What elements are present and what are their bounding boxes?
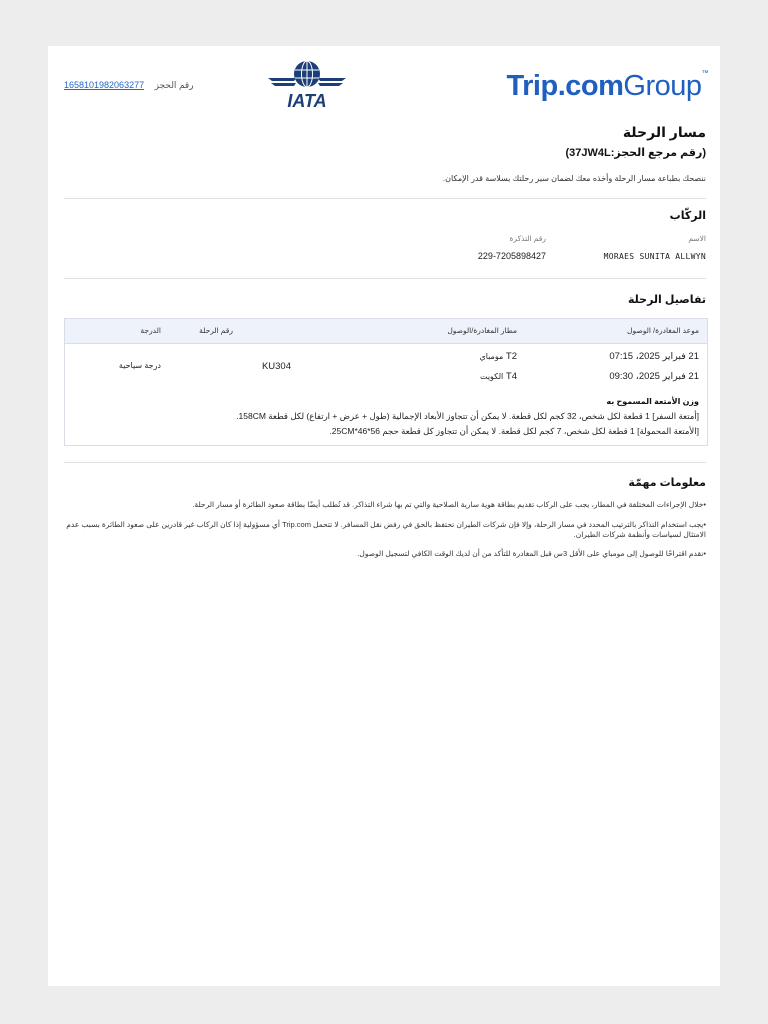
flight-details-title: تفاصيل الرحلة bbox=[627, 294, 706, 306]
booking-number-label: رقم الحجز bbox=[154, 80, 194, 90]
page-title: مسار الرحلة bbox=[622, 124, 706, 140]
info-item: •نقدم اقتراحًا للوصول إلى مومباي على الأقل 3س قبل المغادرة للتأكد من أن لديك الوقت الكافي لتسجيل الوصول. bbox=[357, 549, 706, 558]
flight-number: KU304 bbox=[261, 361, 291, 372]
departure-terminal: T2 bbox=[505, 351, 517, 362]
iata-text: IATA bbox=[287, 91, 327, 110]
iata-globe-icon bbox=[266, 58, 348, 110]
ticket-number-label: رقم التذكرة bbox=[509, 234, 546, 243]
departure-airport bbox=[479, 351, 517, 362]
baggage-title: وزن الأمتعة المسموح به bbox=[606, 397, 699, 406]
passenger-name: MORAES SUNITA ALLWYN bbox=[603, 252, 706, 261]
checked-baggage: [أمتعة السفر] 1 قطعة لكل شخص، 32 كجم لكل قطعة. لا يمكن أن تتجاوز الأبعاد الإجمالية (طول + عرض + ارتفاع) لكل قطعة 158CM. bbox=[236, 411, 699, 421]
arrival-city: الكويت bbox=[479, 372, 504, 381]
arrival-airport bbox=[480, 371, 517, 382]
booking-number-row bbox=[64, 80, 194, 91]
logo-main: Trip.com bbox=[506, 70, 624, 102]
divider bbox=[64, 462, 706, 463]
itinerary-document bbox=[48, 46, 720, 986]
booking-number-link[interactable]: 1658101982063277 bbox=[64, 80, 145, 90]
important-info-title: معلومات مهمّة bbox=[628, 477, 706, 489]
passengers-title: الركّاب bbox=[669, 210, 706, 222]
flight-table bbox=[64, 318, 708, 446]
logo-group: Group bbox=[623, 70, 702, 102]
header-airport: مطار المغادرة/الوصول bbox=[447, 326, 517, 335]
arrival-terminal: T4 bbox=[505, 371, 517, 382]
ticket-number: 229-7205898427 bbox=[477, 251, 546, 261]
header-class: الدرجة bbox=[140, 326, 161, 335]
header-flight-number: رقم الرحلة bbox=[199, 326, 233, 335]
header-time: موعد المغادرة/ الوصول bbox=[627, 326, 699, 335]
logo-trademark: ™ bbox=[701, 70, 708, 77]
info-item: •يجب استخدام التذاكر بالترتيب المحدد في مسار الرحلة، وإلا فإن شركات الطيران تحتفظ بالحق في رفض نقل المسافر. لا تتحمل Trip.com أي مسؤولية إذا كان الركاب غير قادرين على صعود الطائرة بسبب عدم الامتثال لسياسات وأنظمة شركات الطيران. bbox=[66, 520, 706, 539]
departure-city: مومباي bbox=[479, 352, 504, 361]
divider bbox=[64, 278, 706, 279]
carry-on-baggage: [الأمتعة المحمولة] 1 قطعة لكل شخص، 7 كجم لكل قطعة. لا يمكن أن تتجاوز كل قطعة حجم 56*46*25CM. bbox=[329, 426, 699, 436]
arrival-time: 21 فبراير 2025، 09:30 bbox=[609, 371, 699, 382]
cabin-class: درجة سياحية bbox=[118, 361, 161, 370]
divider bbox=[64, 198, 706, 199]
trip-com-group-logo bbox=[507, 70, 708, 103]
departure-time: 21 فبراير 2025، 07:15 bbox=[609, 351, 699, 362]
passenger-name-label: الاسم bbox=[688, 234, 706, 243]
info-item: •خلال الإجراءات المختلفة في المطار، يجب على الركاب تقديم بطاقة هوية سارية الصلاحية والتي تم بها شراء التذاكر. قد تُطلب أيضًا بطاقة صعود الطائرة أو مسار الرحلة. bbox=[192, 500, 706, 509]
flight-table-header bbox=[65, 319, 707, 344]
booking-reference: (رقم مرجع الحجز:37JW4L) bbox=[565, 147, 706, 159]
print-advice: ننصحك بطباعة مسار الرحلة وأخذه معك لضمان سير رحلتك بسلاسة قدر الإمكان. bbox=[442, 174, 706, 183]
iata-logo bbox=[266, 58, 348, 110]
